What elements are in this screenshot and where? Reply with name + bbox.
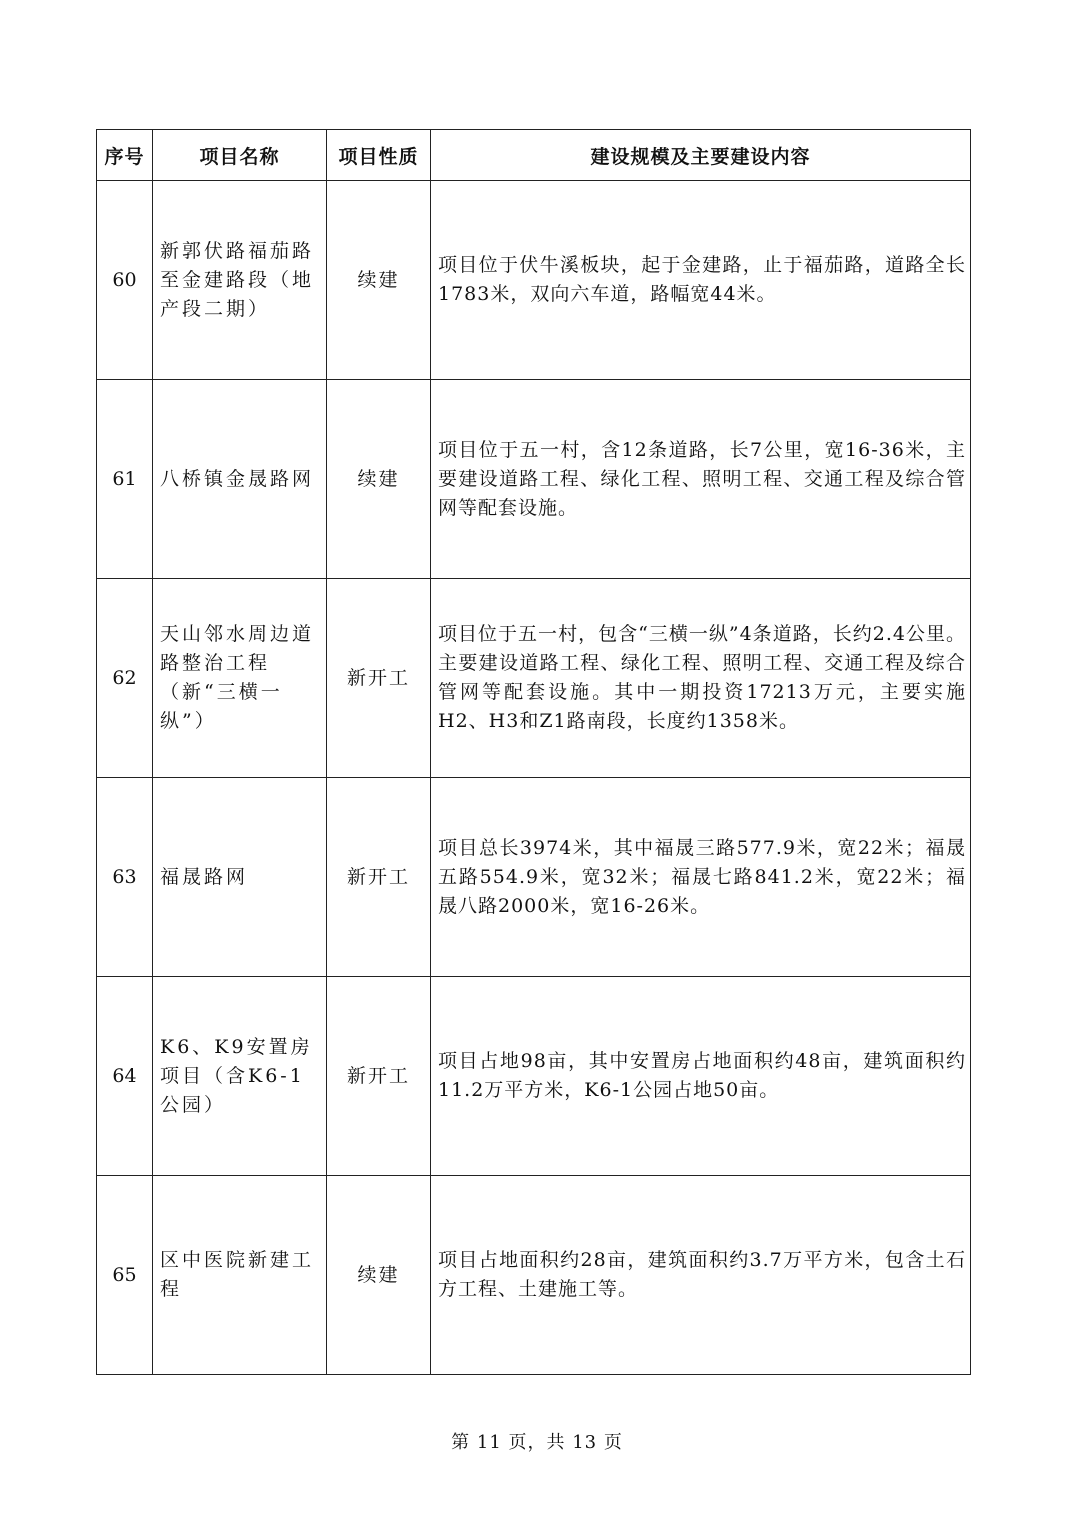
row-no: 63	[97, 778, 153, 977]
table-row	[97, 977, 971, 1176]
row-type: 新开工	[327, 579, 431, 778]
page-number: 第 11 页，共 13 页	[451, 1432, 623, 1453]
row-name: 新郭伏路福茄路至金建路段（地产段二期）	[153, 181, 327, 380]
row-no: 65	[97, 1176, 153, 1375]
row-name: 天山邻水周边道路整治工程（新“三横一纵”）	[153, 579, 327, 778]
row-type: 续建	[327, 380, 431, 579]
table-header	[97, 130, 971, 181]
row-no: 64	[97, 977, 153, 1176]
row-desc: 项目位于五一村，含12条道路，长7公里，宽16-36米，主要建设道路工程、绿化工程、照明工程、交通工程及综合管网等配套设施。	[431, 380, 971, 579]
header-desc: 建设规模及主要建设内容	[431, 130, 971, 181]
row-desc: 项目位于伏牛溪板块，起于金建路，止于福茄路，道路全长1783米，双向六车道，路幅宽44米。	[431, 181, 971, 380]
row-no: 62	[97, 579, 153, 778]
project-table	[96, 129, 971, 1375]
row-no: 61	[97, 380, 153, 579]
row-desc: 项目位于五一村，包含“三横一纵”4条道路，长约2.4公里。主要建设道路工程、绿化工程、照明工程、交通工程及综合管网等配套设施。其中一期投资17213万元，主要实施H2、H3和Z1路南段，长度约1358米。	[431, 579, 971, 778]
header-no: 序号	[97, 130, 153, 181]
row-type: 新开工	[327, 778, 431, 977]
header-name: 项目名称	[153, 130, 327, 181]
table-row	[97, 778, 971, 977]
header-row	[97, 130, 971, 181]
table-body	[97, 181, 971, 1375]
row-desc: 项目总长3974米，其中福晟三路577.9米，宽22米；福晟五路554.9米，宽32米；福晟七路841.2米，宽22米；福晟八路2000米，宽16-26米。	[431, 778, 971, 977]
table-row	[97, 181, 971, 380]
row-name: 福晟路网	[153, 778, 327, 977]
row-type: 续建	[327, 181, 431, 380]
row-name: K6、K9安置房项目（含K6-1公园）	[153, 977, 327, 1176]
row-type: 续建	[327, 1176, 431, 1375]
row-name: 八桥镇金晟路网	[153, 380, 327, 579]
row-no: 60	[97, 181, 153, 380]
row-name: 区中医院新建工程	[153, 1176, 327, 1375]
row-desc: 项目占地面积约28亩，建筑面积约3.7万平方米，包含土石方工程、土建施工等。	[431, 1176, 971, 1375]
row-type: 新开工	[327, 977, 431, 1176]
table-row	[97, 380, 971, 579]
table-row	[97, 1176, 971, 1375]
row-desc: 项目占地98亩，其中安置房占地面积约48亩，建筑面积约11.2万平方米，K6-1公园占地50亩。	[431, 977, 971, 1176]
header-type: 项目性质	[327, 130, 431, 181]
table-row	[97, 579, 971, 778]
